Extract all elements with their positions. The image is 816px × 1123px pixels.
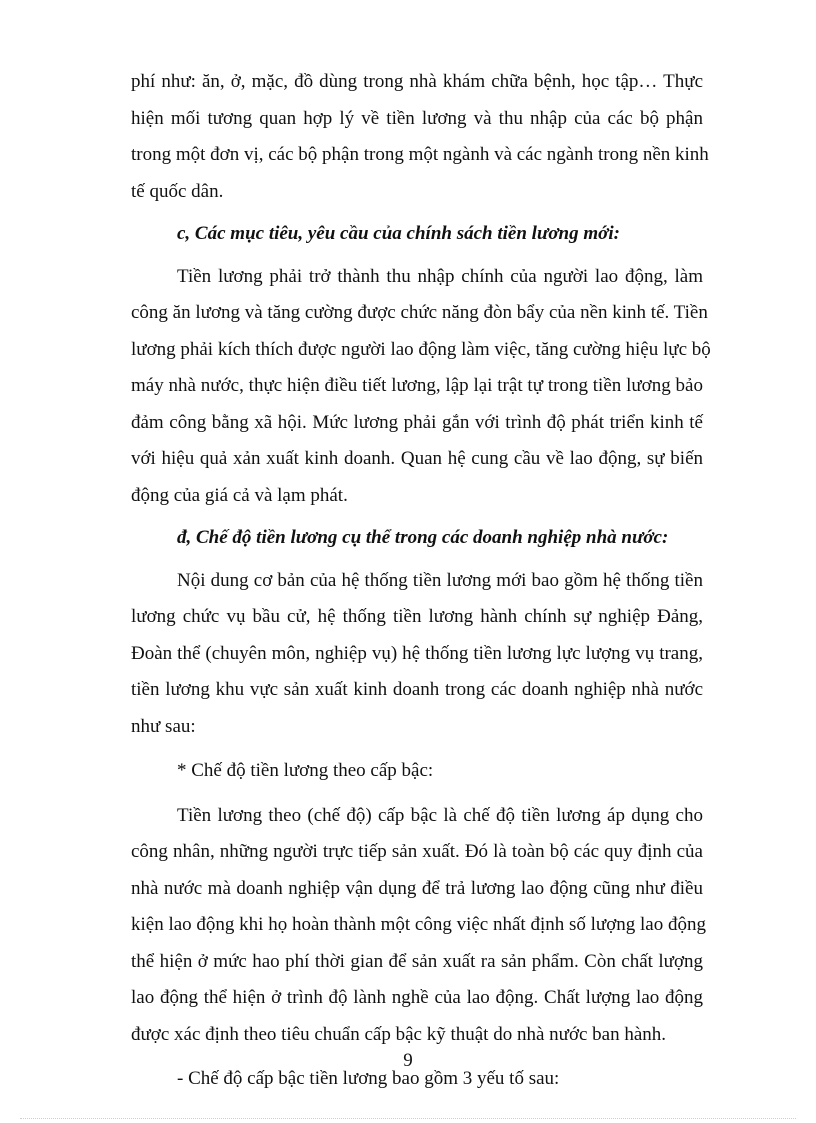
text-line: công ăn lương và tăng cường được chức năng đòn bẩy của nền kinh tế. Tiền <box>131 302 708 323</box>
text-line: thể hiện ở mức hao phí thời gian để sản xuất ra sản phẩm. Còn chất lượng <box>131 950 703 972</box>
text-line: được xác định theo tiêu chuẩn cấp bậc kỹ thuật do nhà nước ban hành. <box>131 1023 667 1045</box>
text-line: động của giá cả và lạm phát. <box>131 484 348 506</box>
text-line: nhà nước mà doanh nghiệp vận dụng để trả lương lao động cũng như điều <box>131 877 703 899</box>
text-line: kiện lao động khi họ hoàn thành một công việc nhất định số lượng lao động <box>131 914 706 935</box>
text-line: lương chức vụ bầu cử, hệ thống tiền lương hành chính sự nghiệp Đảng, <box>131 606 703 627</box>
text-line: với hiệu quả xản xuất kinh doanh. Quan hệ cung cầu về lao động, sự biến <box>131 448 703 469</box>
text-line: hiện mối tương quan hợp lý về tiền lương và thu nhập của các bộ phận <box>131 107 703 129</box>
section-heading-c: c, Các mục tiêu, yêu cầu của chính sách tiền lương mới: <box>177 223 620 244</box>
text-line: tiền lương khu vực sản xuất kinh doanh trong các doanh nghiệp nhà nước <box>131 679 703 700</box>
text-line: lao động thể hiện ở trình độ lành nghề của lao động. Chất lượng lao động <box>131 987 703 1008</box>
text-line: máy nhà nước, thực hiện điều tiết lương, lập lại trật tự trong tiền lương bảo <box>131 375 703 396</box>
text-line: như sau: <box>131 715 196 737</box>
text-line: Nội dung cơ bản của hệ thống tiền lương mới bao gồm hệ thống tiền <box>177 569 703 591</box>
paragraph-1 <box>131 64 709 210</box>
paragraph-3 <box>131 563 703 746</box>
document-body <box>131 64 711 1098</box>
text-line: tế quốc dân. <box>131 180 224 202</box>
paragraph-2 <box>131 259 711 515</box>
text-line: Tiền lương theo (chế độ) cấp bậc là chế độ tiền lương áp dụng cho <box>177 804 703 826</box>
page-number: 9 <box>403 1050 413 1071</box>
text-line: trong một đơn vị, các bộ phận trong một ngành và các ngành trong nền kinh <box>131 144 709 165</box>
footer-divider <box>20 1118 796 1119</box>
paragraph-4 <box>131 798 706 1054</box>
section-heading-d: đ, Chế độ tiền lương cụ thể trong các doanh nghiệp nhà nước: <box>177 527 669 548</box>
text-line: Đoàn thể (chuyên môn, nghiệp vụ) hệ thống tiền lương lực lượng vụ trang, <box>131 642 703 664</box>
text-line: lương phải kích thích được người lao động làm việc, tăng cường hiệu lực bộ <box>131 338 711 360</box>
text-line: đảm công bằng xã hội. Mức lương phải gắn với trình độ phát triển kinh tế <box>131 411 703 433</box>
text-line: Tiền lương phải trở thành thu nhập chính của người lao động, làm <box>177 265 703 287</box>
text-line: phí như: ăn, ở, mặc, đồ dùng trong nhà khám chữa bệnh, học tập… Thực <box>131 71 703 92</box>
bullet-line: * Chế độ tiền lương theo cấp bậc: <box>177 760 434 781</box>
dash-line: - Chế độ cấp bậc tiền lương bao gồm 3 yếu tố sau: <box>177 1068 560 1089</box>
text-line: công nhân, những người trực tiếp sản xuất. Đó là toàn bộ các quy định của <box>131 841 703 862</box>
